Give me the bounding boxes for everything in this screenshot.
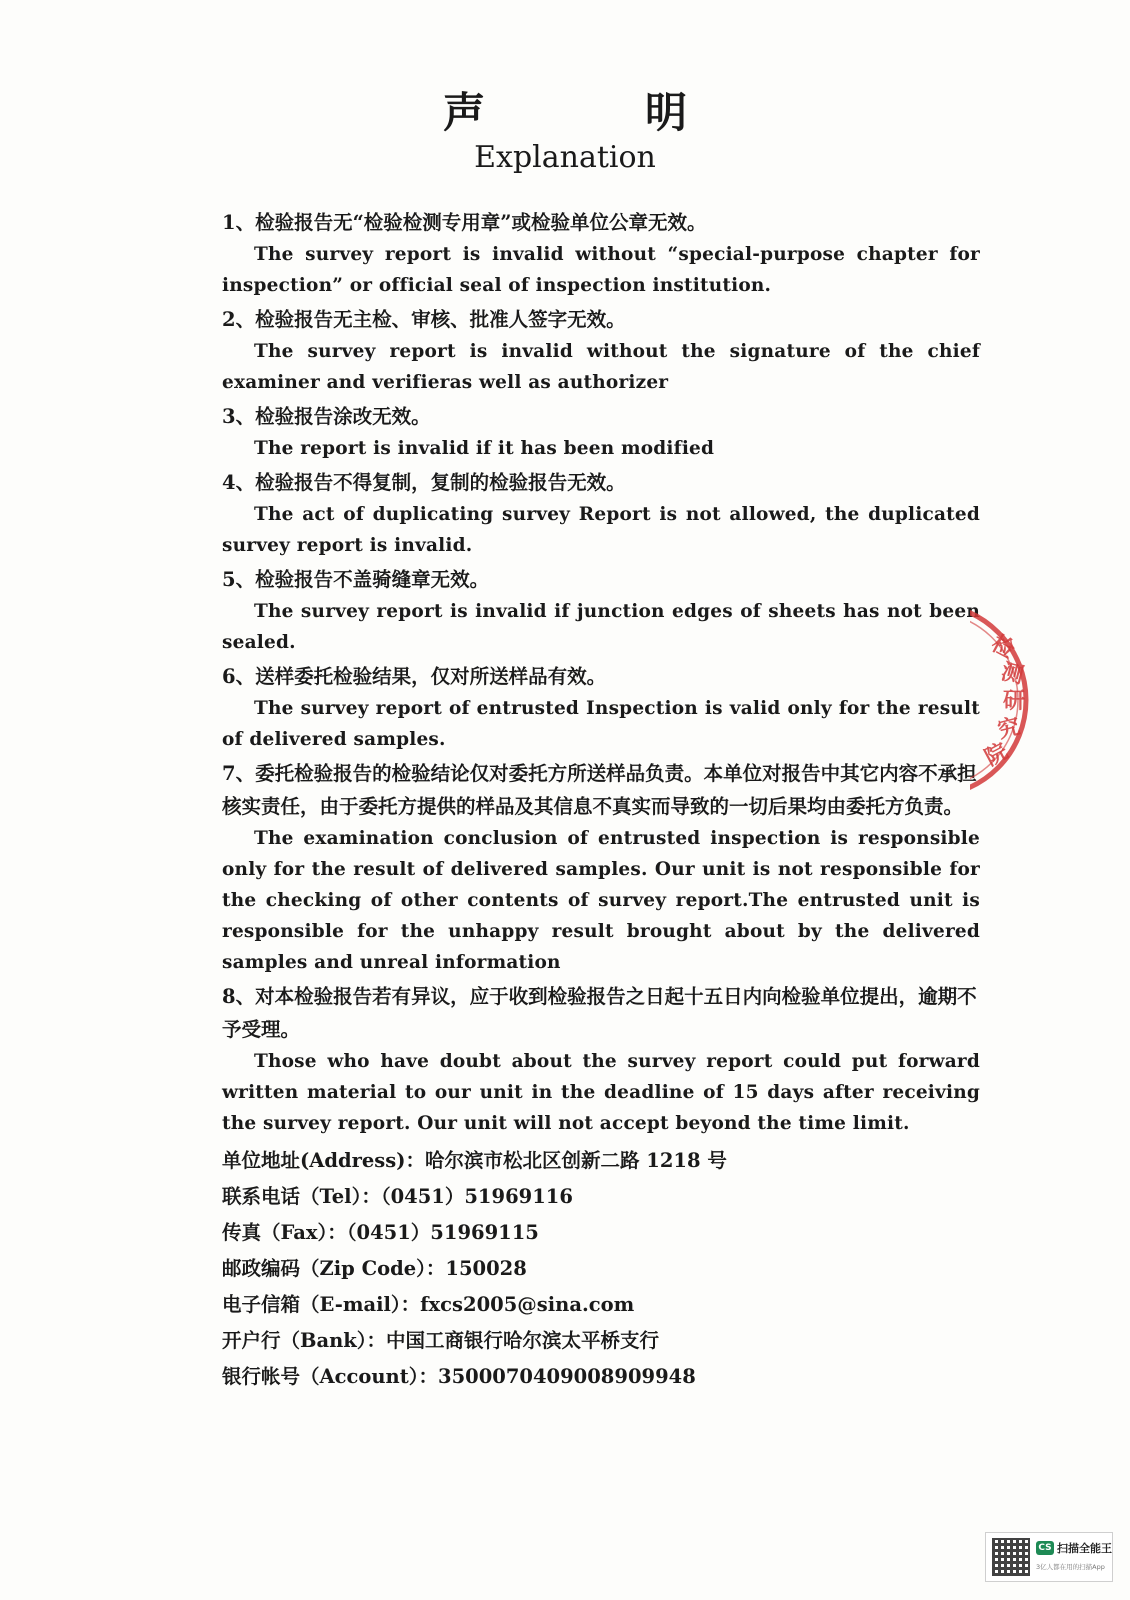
item-english: The survey report is invalid without “special-purpose chapter for inspection” or official seal of inspection institution.: [222, 244, 980, 296]
item-chinese: 2、检验报告无主检、审核、批准人签字无效。: [222, 308, 626, 331]
account-line: 银行帐号（Account）：3500070409008909948: [222, 1365, 696, 1388]
item-english: Those who have doubt about the survey report could put forward written material to our unit in the deadline of 15 days after receiving the survey report. Our unit will not accept beyond the time limit.: [222, 1051, 980, 1134]
item-chinese: 1、检验报告无“检验检测专用章”或检验单位公章无效。: [222, 211, 707, 234]
item-chinese: 6、送样委托检验结果，仅对所送样品有效。: [222, 665, 607, 688]
tel-line: 联系电话（Tel）：（0451）51969116: [222, 1185, 573, 1208]
declaration-list: [222, 206, 980, 1141]
declaration-item: [222, 206, 980, 301]
app-logo-icon: CS: [1036, 1541, 1054, 1555]
item-english: The act of duplicating survey Report is not allowed, the duplicated survey report is invalid.: [222, 504, 980, 556]
item-english: The survey report of entrusted Inspection is valid only for the result of delivered samples.: [222, 698, 980, 750]
declaration-item: [222, 466, 980, 561]
declaration-item: [222, 660, 980, 755]
svg-text:测: 测: [998, 658, 1027, 690]
declaration-item: [222, 400, 980, 464]
item-chinese: 8、对本检验报告若有异议，应于收到检验报告之日起十五日内向检验单位提出，逾期不予受理。: [222, 985, 977, 1041]
address-line: 单位地址(Address)：哈尔滨市松北区创新二路 1218 号: [222, 1149, 727, 1172]
item-english: The report is invalid if it has been modified: [254, 438, 715, 459]
qr-code-icon: [992, 1538, 1030, 1576]
item-english: The survey report is invalid without the signature of the chief examiner and verifieras well as authorizer: [222, 341, 980, 393]
contact-info: [222, 1143, 922, 1395]
fax-line: 传真（Fax）：（0451）51969115: [222, 1221, 539, 1244]
email-line: 电子信箱（E-mail）：fxcs2005@sina.com: [222, 1293, 635, 1316]
item-chinese: 4、检验报告不得复制，复制的检验报告无效。: [222, 471, 626, 494]
zip-line: 邮政编码（Zip Code）：150028: [222, 1257, 527, 1280]
title-english: Explanation: [474, 140, 656, 175]
app-name: 扫描全能王: [1057, 1542, 1112, 1555]
svg-text:究: 究: [995, 713, 1023, 744]
item-chinese: 7、委托检验报告的检验结论仅对委托方所送样品负责。本单位对报告中其它内容不承担核实责任，由于委托方提供的样品及其信息不真实而导致的一切后果均由委托方负责。: [222, 762, 977, 818]
declaration-item: [222, 757, 980, 978]
svg-text:院: 院: [980, 738, 1013, 772]
svg-text:研: 研: [1003, 688, 1026, 714]
item-chinese: 3、检验报告涂改无效。: [222, 405, 431, 428]
declaration-item: [222, 303, 980, 398]
official-seal-stamp: [970, 600, 1080, 800]
declaration-item: [222, 980, 980, 1139]
declaration-item: [222, 563, 980, 658]
title-chinese: 声明: [442, 88, 847, 137]
item-english: The examination conclusion of entrusted inspection is responsible only for the result of delivered samples. Our unit is not responsible for the checking of other contents of survey report.The entrusted unit is responsible for the unhappy result brought about by the delivered samples and unreal information: [222, 828, 980, 973]
app-tagline: 3亿人都在用的扫描App: [1036, 1563, 1105, 1571]
item-english: The survey report is invalid if junction edges of sheets has not been sealed.: [222, 601, 980, 653]
bank-line: 开户行（Bank）：中国工商银行哈尔滨太平桥支行: [222, 1329, 660, 1352]
svg-text:检: 检: [987, 630, 1019, 664]
scanner-app-watermark: [985, 1532, 1113, 1582]
item-chinese: 5、检验报告不盖骑缝章无效。: [222, 568, 490, 591]
